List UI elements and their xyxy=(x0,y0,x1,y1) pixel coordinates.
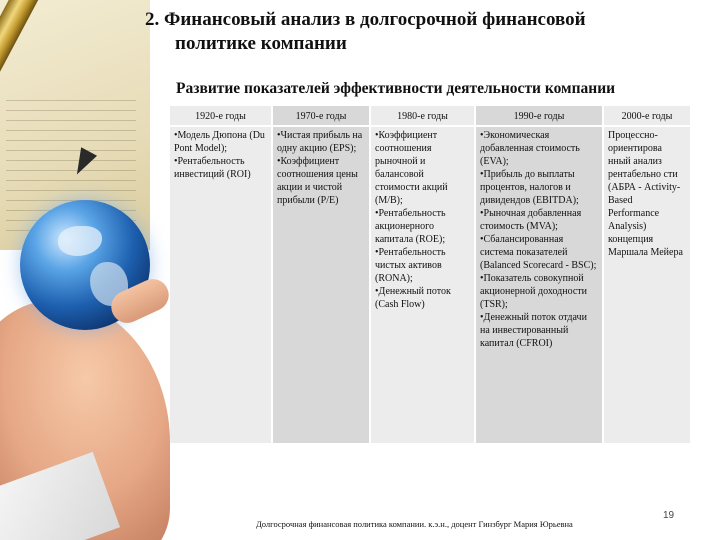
column-header: 1920-е годы xyxy=(170,106,273,127)
table-cell-1970s xyxy=(273,127,371,445)
table-cell-1920s xyxy=(170,127,273,445)
column-header: 2000-е годы xyxy=(604,106,692,127)
table-cell-1990s xyxy=(476,127,604,445)
table-cell-item: Процессно-ориентирова нный анализ рентабельно сти (АБРА - Activity-Based Performance Analysis) концепция Маршала Мейера xyxy=(608,130,683,258)
table-cell-item: •Коэффициент соотношения цены акции и чистой прибыли (P/E) xyxy=(277,156,358,206)
table-cell-1980s xyxy=(371,127,476,445)
kpi-evolution-table xyxy=(170,106,692,445)
table-cell-item: •Рыночная добавленная стоимость (MVA); xyxy=(480,208,582,232)
table-cell-2000s xyxy=(604,127,692,445)
table-subtitle: Развитие показателей эффективности деятельности компании xyxy=(176,80,616,97)
slide-illustration xyxy=(0,0,180,540)
slide-title-line1: 2. Финансовый анализ в долгосрочной финансовой xyxy=(145,9,586,30)
slide-footer: Долгосрочная финансовая политика компании. к.э.н., доцент Гинзбург Мария Юрьевна xyxy=(256,519,573,529)
page-number: 19 xyxy=(663,510,675,521)
column-header: 1970-е годы xyxy=(273,106,371,127)
table-cell-item: •Показатель совокупной акционерной доходности (TSR); xyxy=(480,273,588,310)
table-cell-item: •Рентабельность акционерного капитала (ROE); xyxy=(375,208,446,245)
table-cell-item: •Рентабельность инвестиций (ROI) xyxy=(174,156,251,180)
table-cell-item: •Экономическая добавленная стоимость (EVA); xyxy=(480,130,580,167)
table-cell-item: •Модель Дюпона (Du Pont Model); xyxy=(174,130,265,154)
column-header: 1990-е годы xyxy=(476,106,604,127)
column-header: 1980-е годы xyxy=(371,106,476,127)
slide-title xyxy=(145,8,705,56)
table-cell-item: •Денежный поток (Cash Flow) xyxy=(375,286,451,310)
table-cell-item: •Коэффициент соотношения рыночной и балансовой стоимости акций (M/B); xyxy=(375,130,448,206)
table-cell-item: •Рентабельность чистых активов (RONA); xyxy=(375,247,446,284)
slide-title-line2: политике компании xyxy=(175,33,347,54)
table-cell-item: •Сбалансированная система показателей (Balanced Scorecard - BSC); xyxy=(480,234,597,271)
table-cell-item: •Денежный поток отдачи на инвестированный капитал (CFROI) xyxy=(480,312,587,349)
table-cell-item: •Чистая прибыль на одну акцию (EPS); xyxy=(277,130,363,154)
table-cell-item: •Прибыль до выплаты процентов, налогов и дивидендов (EBITDA); xyxy=(480,169,579,206)
